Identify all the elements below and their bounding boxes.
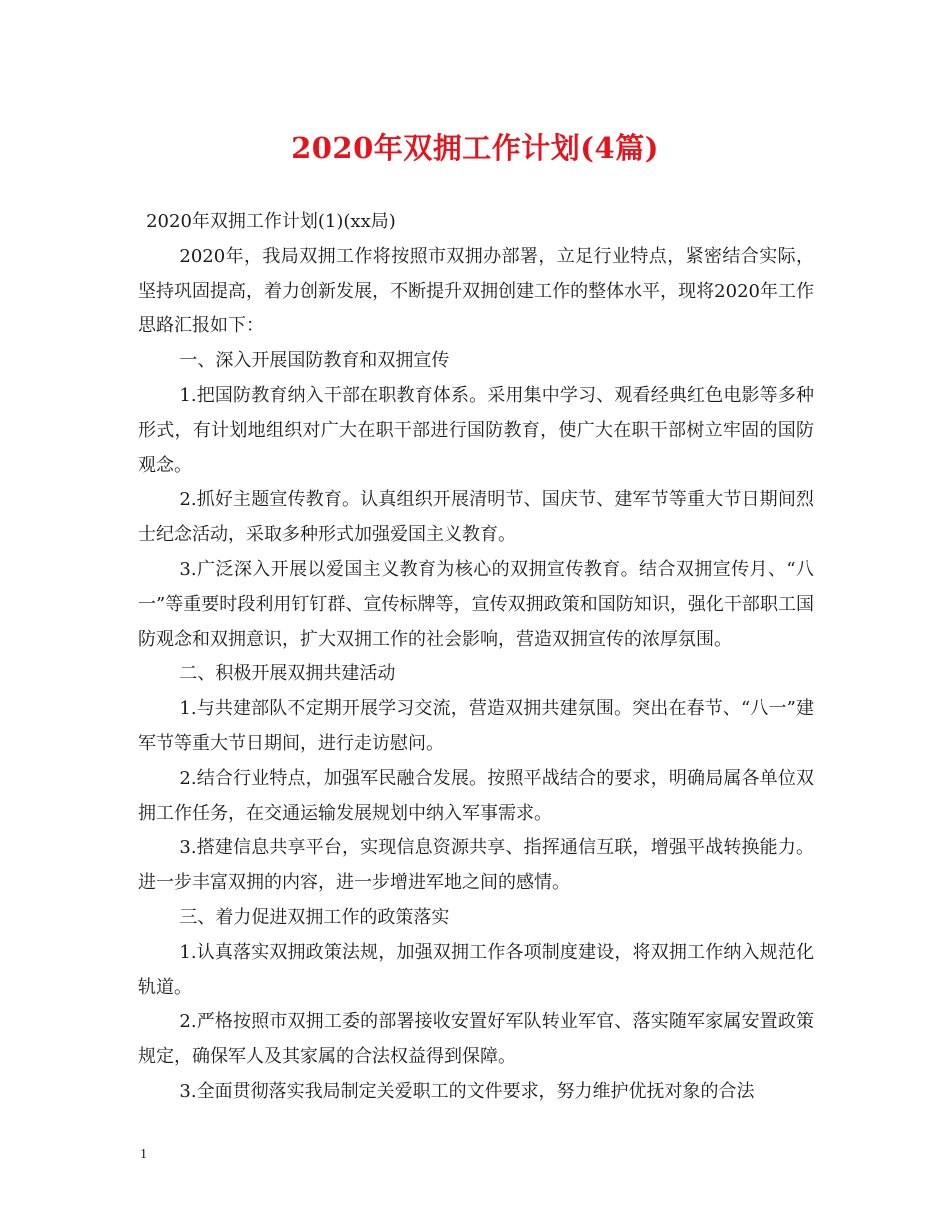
section-heading-3: 三、着力促进双拥工作的政策落实 [179, 906, 450, 928]
page-number: 1 [140, 1147, 147, 1162]
paragraph-1-3: 3.广泛深入开展以爱国主义教育为核心的双拥宣传教育。结合双拥宣传月、“八一”等重要时段利用钉钉群、宣传标牌等，宣传双拥政策和国防知识，强化干部职工国防观念和双拥意识，扩大双拥工作的社会影响，营造双拥宣传的浓厚氛围。 [138, 558, 814, 650]
paragraph-2-3: 3.搭建信息共享平台，实现信息资源共享、指挥通信互联，增强平战转换能力。进一步丰富双拥的内容，进一步增进军地之间的感情。 [138, 837, 814, 894]
paragraph-intro: 2020年，我局双拥工作将按照市双拥办部署，立足行业特点，紧密结合实际，坚持巩固提高，着力创新发展，不断提升双拥创建工作的整体水平，现将2020年工作思路汇报如下： [138, 245, 814, 337]
paragraph-3-3: 3.全面贯彻落实我局制定关爱职工的文件要求，努力维护优抚对象的合法 [179, 1080, 755, 1102]
document-body [138, 205, 814, 1110]
paragraph-1-2: 2.抓好主题宣传教育。认真组织开展清明节、国庆节、建军节等重大节日期间烈士纪念活动，采取多种形式加强爱国主义教育。 [138, 489, 814, 546]
paragraph-1-1: 1.把国防教育纳入干部在职教育体系。采用集中学习、观看经典红色电影等多种形式，有计划地组织对广大在职干部进行国防教育，使广大在职干部树立牢固的国防观念。 [138, 384, 814, 476]
paragraph-3-1: 1.认真落实双拥政策法规，加强双拥工作各项制度建设，将双拥工作纳入规范化轨道。 [138, 941, 814, 998]
document-title: 2020年双拥工作计划(4篇) [291, 131, 659, 165]
document-subtitle: 2020年双拥工作计划(1)(xx局) [146, 211, 396, 232]
section-heading-2: 二、积极开展双拥共建活动 [179, 663, 396, 685]
section-heading-1: 一、深入开展国防教育和双拥宣传 [179, 350, 450, 372]
paragraph-2-1: 1.与共建部队不定期开展学习交流，营造双拥共建氛围。突出在春节、“八一”建军节等重大节日期间，进行走访慰问。 [138, 698, 814, 754]
paragraph-2-2: 2.结合行业特点，加强军民融合发展。按照平战结合的要求，明确局属各单位双拥工作任务，在交通运输发展规划中纳入军事需求。 [138, 767, 814, 824]
paragraph-3-2: 2.严格按照市双拥工委的部署接收安置好军队转业军官、落实随军家属安置政策规定，确保军人及其家属的合法权益得到保障。 [138, 1011, 814, 1068]
